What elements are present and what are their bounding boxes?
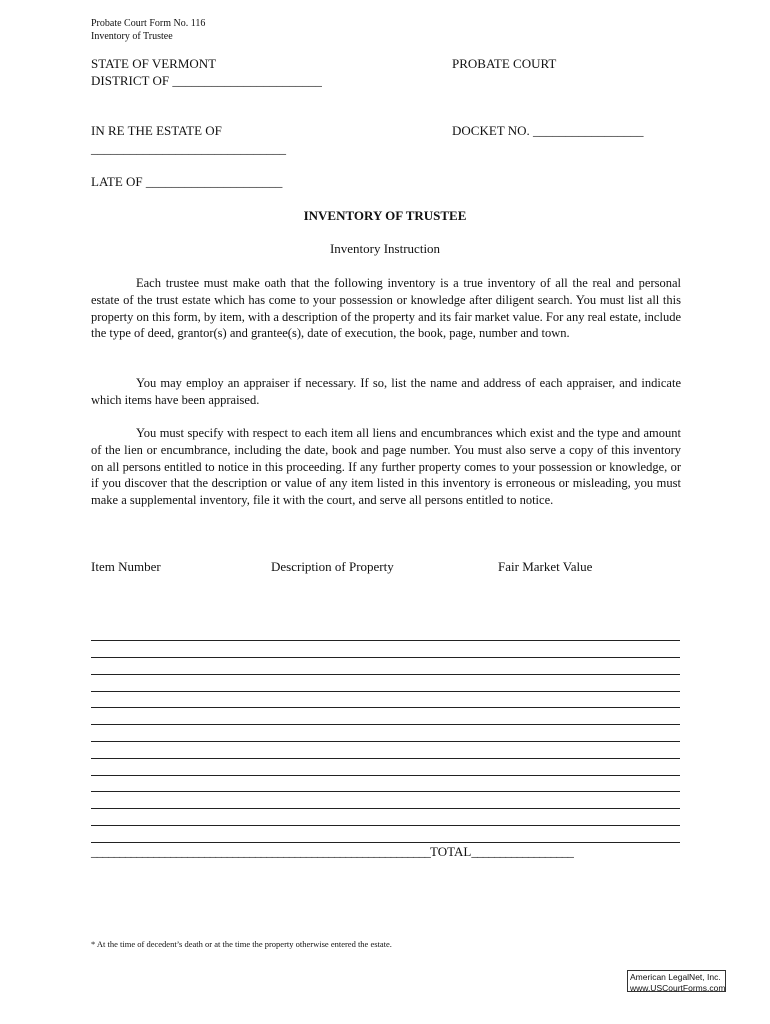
instruction-heading: Inventory Instruction [329,241,441,256]
entry-line[interactable] [91,674,680,675]
publisher-name: American LegalNet, Inc. [630,972,721,982]
entry-line[interactable] [91,657,680,658]
total-left-line[interactable]: ____________________________________________________________ [91,844,431,859]
footnote: * At the time of decedent’s death or at the time the property otherwise entered the estate. [91,939,392,949]
column-item-number: Item Number [91,559,161,574]
state-label: STATE OF VERMONT [91,56,217,71]
entry-line[interactable] [91,707,680,708]
publisher-stamp [627,970,726,992]
estate-name-field[interactable]: ______________________________ [91,141,286,156]
entry-line[interactable] [91,825,680,826]
entry-line[interactable] [91,758,680,759]
total-label: TOTAL [430,844,472,859]
entry-line[interactable] [91,741,680,742]
column-description: Description of Property [271,559,394,574]
entry-line[interactable] [91,640,680,641]
entry-line[interactable] [91,842,680,843]
district-field[interactable]: DISTRICT OF _______________________ [91,73,322,88]
docket-field[interactable]: DOCKET NO. _________________ [452,123,644,138]
column-fair-market-value: Fair Market Value [498,559,593,574]
instruction-paragraph-2: You may employ an appraiser if necessary. If so, list the name and address of each appraiser, and indicate which items have been appraised. [91,376,681,407]
document-title: INVENTORY OF TRUSTEE [303,208,467,223]
entry-line[interactable] [91,691,680,692]
entry-line[interactable] [91,791,680,792]
entry-line[interactable] [91,724,680,725]
form-number: Probate Court Form No. 116 [91,18,206,29]
entry-line[interactable] [91,808,680,809]
total-row [91,844,573,860]
late-of-field[interactable]: LATE OF _____________________ [91,174,283,189]
instruction-paragraph-1: Each trustee must make oath that the following inventory is a true inventory of all the real and personal estate of the trust estate which has come to your possession or knowledge after diligent search. You must list all this property on this form, by item, with a description of the property and its fair market value. For any real estate, include the type of deed, grantor(s) and grantee(s), date of execution, the book, page, number and town. [91,276,681,341]
instruction-paragraph-3: You must specify with respect to each item all liens and encumbrances which exist and the type and amount of the lien or encumbrance, including the date, book and page number. You must also serve a copy of this inventory on all persons entitled to notice in this proceeding. If any further property comes to your possession or knowledge, or if you discover that the description or value of any item listed in this inventory is erroneous or misleading, you must make a supplemental inventory, file it with the court, and serve all persons entitled to notice. [91,426,681,508]
publisher-url[interactable]: www.USCourtForms.com [630,982,726,993]
form-name: Inventory of Trustee [91,31,173,42]
court-label: PROBATE COURT [452,56,557,71]
in-re-label: IN RE THE ESTATE OF [91,123,222,138]
total-value-field[interactable]: __________________ [471,844,574,859]
entry-line[interactable] [91,775,680,776]
